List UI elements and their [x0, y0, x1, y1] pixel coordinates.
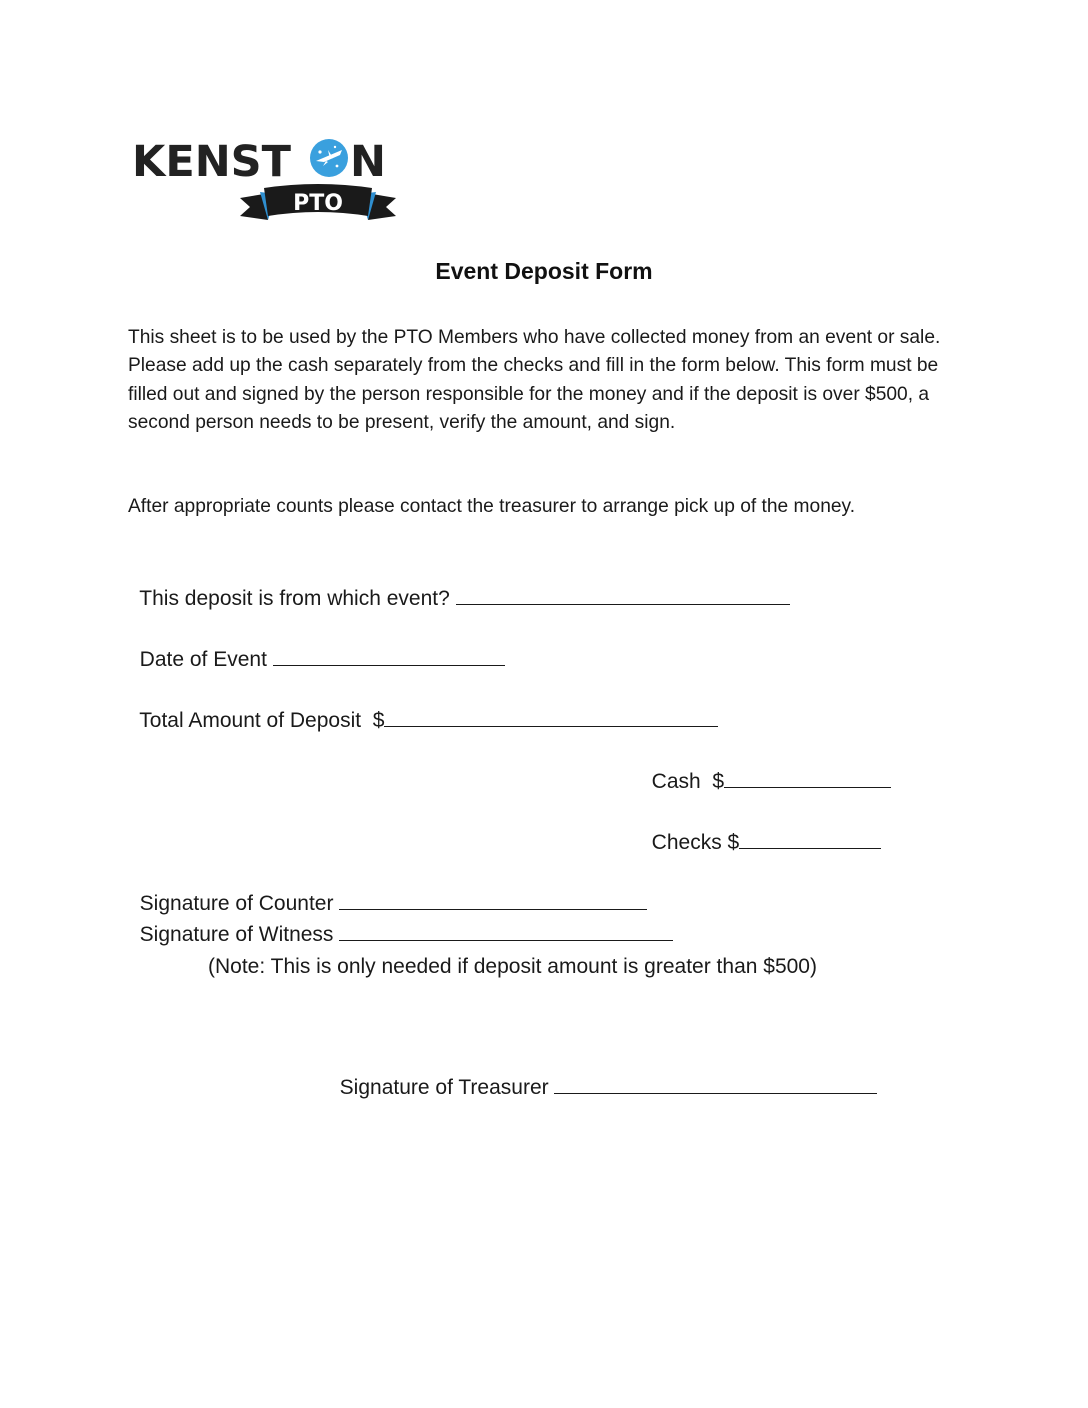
- total-field: [128, 678, 718, 735]
- globe-icon: [310, 139, 348, 177]
- cash-label: Cash $: [651, 770, 725, 793]
- logo-wordmark-left: KENST: [132, 137, 291, 187]
- page-title: Event Deposit Form: [435, 258, 653, 284]
- treasurer-signature-line[interactable]: [554, 1073, 877, 1094]
- date-label: Date of Event: [139, 648, 273, 671]
- checks-blank-line[interactable]: [739, 828, 881, 849]
- cash-field: [640, 739, 891, 796]
- witness-signature-line[interactable]: [339, 920, 673, 941]
- checks-label: Checks $: [651, 831, 740, 854]
- treasurer-label: Signature of Treasurer: [339, 1076, 555, 1099]
- witness-note: (Note: This is only needed if deposit amount is greater than $500): [208, 955, 817, 978]
- checks-field: [640, 800, 881, 857]
- total-blank-line[interactable]: [384, 706, 718, 727]
- contact-paragraph: After appropriate counts please contact the treasurer to arrange pick up of the money.: [128, 496, 856, 517]
- witness-label: Signature of Witness: [139, 923, 340, 946]
- logo-banner-text: PTO: [293, 191, 343, 216]
- event-field: [128, 556, 790, 613]
- intro-paragraph: This sheet is to be used by the PTO Members who have collected money from an event or sale. Please add up the cash separately from the checks and fill in the form below. This form must be filled out and signed by the person responsible for the money and if the deposit is over $500, a second person needs to be present, verify the amount, and sign.: [128, 327, 941, 433]
- cash-blank-line[interactable]: [724, 767, 891, 788]
- pto-banner: [240, 184, 396, 220]
- witness-signature-field: [128, 892, 673, 949]
- logo-wordmark-right: N: [350, 137, 386, 187]
- date-field: [128, 617, 505, 674]
- counter-label: Signature of Counter: [139, 892, 340, 915]
- total-label: Total Amount of Deposit $: [139, 709, 385, 732]
- treasurer-signature-field: [328, 1045, 877, 1102]
- kenston-pto-logo: [128, 128, 404, 232]
- event-blank-line[interactable]: [456, 584, 790, 605]
- event-label: This deposit is from which event?: [139, 587, 456, 610]
- date-blank-line[interactable]: [273, 645, 505, 666]
